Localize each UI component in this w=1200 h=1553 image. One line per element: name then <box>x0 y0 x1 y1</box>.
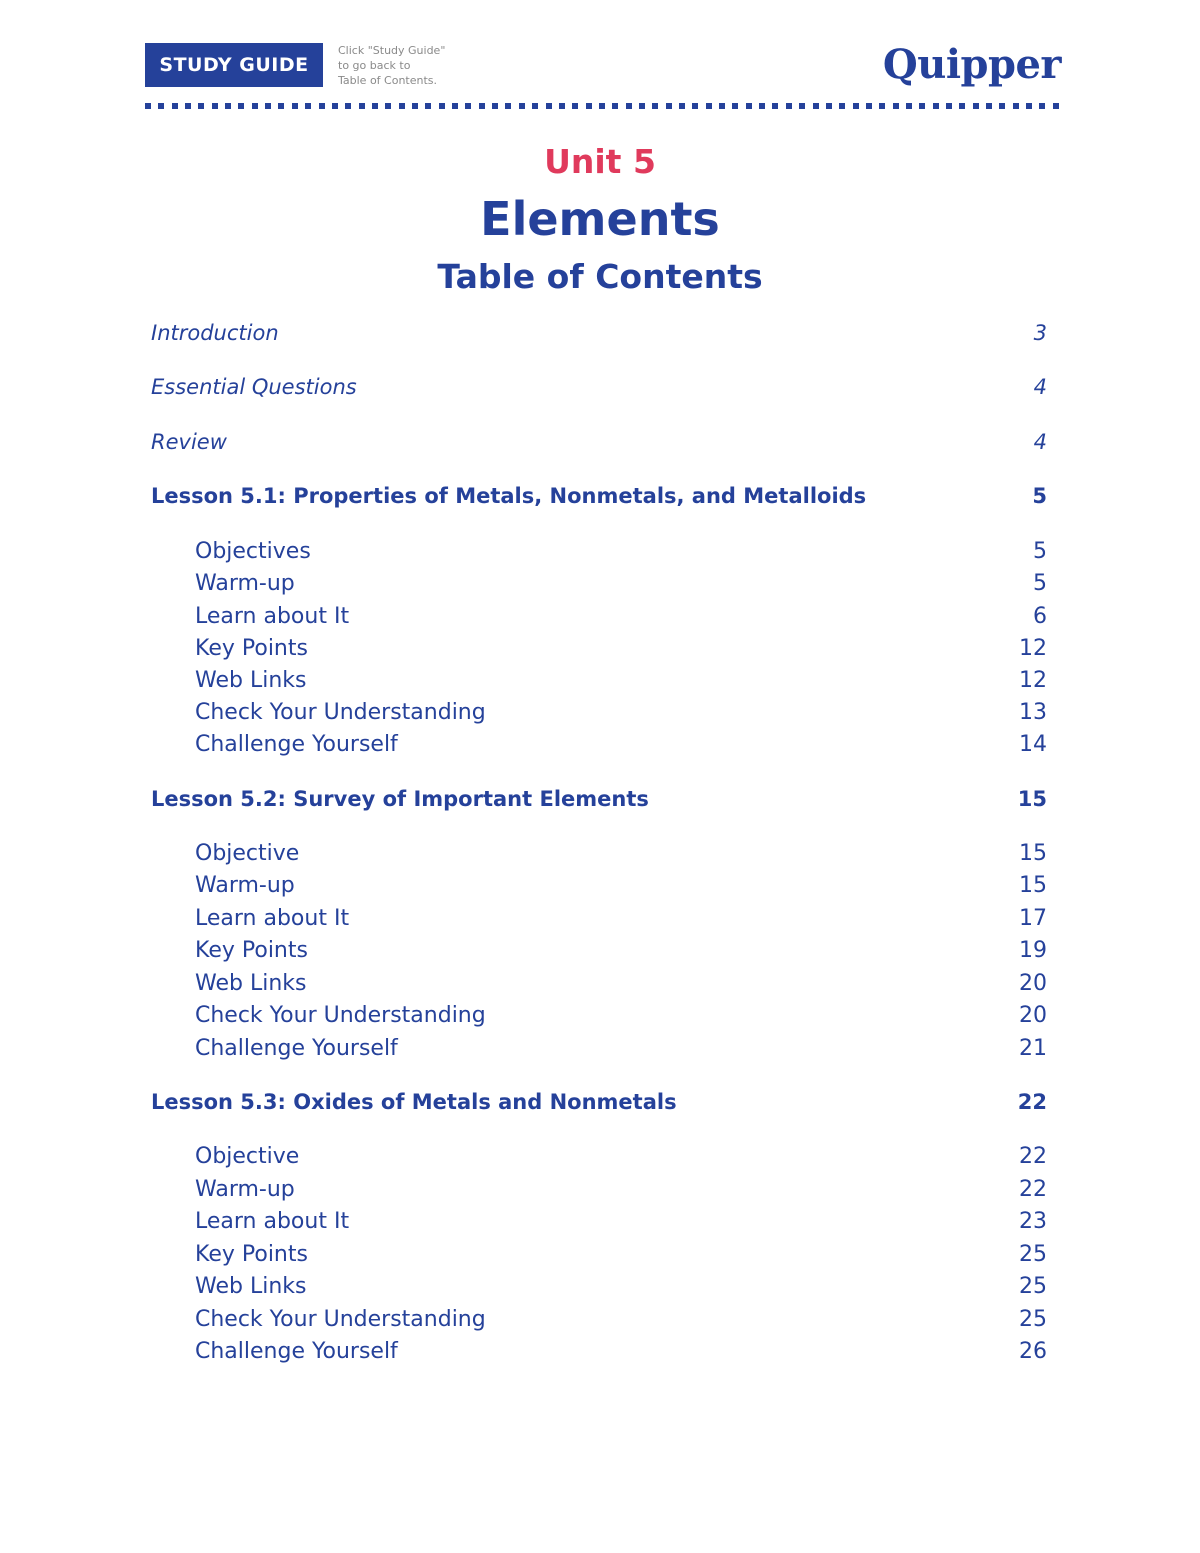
divider-dot <box>933 103 939 109</box>
toc-page-number: 12 <box>1019 635 1047 661</box>
unit-label: Unit 5 <box>544 142 656 181</box>
divider-dot <box>999 103 1005 109</box>
toc-page-number: 13 <box>1019 699 1047 725</box>
toc-item-label: Web Links <box>195 1273 307 1299</box>
toc-item-label: Objective <box>195 840 300 866</box>
toc-introduction[interactable] <box>151 318 1047 348</box>
divider-dot <box>1013 103 1019 109</box>
divider-dot <box>599 103 605 109</box>
divider-dot <box>986 103 992 109</box>
divider-dot <box>185 103 191 109</box>
toc-item[interactable] <box>151 1239 1047 1269</box>
toc-lesson-label: Lesson 5.2: Survey of Important Elements <box>151 787 649 811</box>
divider-dot <box>265 103 271 109</box>
divider-dot <box>639 103 645 109</box>
divider-dot <box>759 103 765 109</box>
divider-dot <box>439 103 445 109</box>
divider-dot <box>278 103 284 109</box>
divider-dot <box>813 103 819 109</box>
divider-dot <box>572 103 578 109</box>
toc-item[interactable] <box>151 1000 1047 1030</box>
divider-dot <box>559 103 565 109</box>
quipper-logo: Quipper <box>882 41 1061 88</box>
divider-dot <box>519 103 525 109</box>
divider-dot <box>158 103 164 109</box>
divider-dot <box>425 103 431 109</box>
toc-lesson-5-3[interactable] <box>151 1087 1047 1117</box>
toc-item[interactable] <box>151 1304 1047 1334</box>
toc-item-label: Key Points <box>195 937 308 963</box>
toc-lesson-5-2[interactable] <box>151 784 1047 814</box>
toc-item-label: Objective <box>195 1143 300 1169</box>
toc-page-number: 25 <box>1019 1306 1047 1332</box>
divider-dot <box>372 103 378 109</box>
toc-lesson-label: Lesson 5.1: Properties of Metals, Nonmetals, and Metalloids <box>151 484 867 508</box>
toc-page-number: 25 <box>1019 1273 1047 1299</box>
divider-dot <box>412 103 418 109</box>
divider-dot <box>238 103 244 109</box>
divider-dot <box>465 103 471 109</box>
toc-item-label: Web Links <box>195 970 307 996</box>
toc-page-number: 6 <box>1033 603 1047 629</box>
note-line: Click "Study Guide" <box>338 44 446 57</box>
toc-page-number: 5 <box>1033 570 1047 596</box>
page-title: Elements <box>480 192 720 246</box>
divider-dot <box>826 103 832 109</box>
divider-dot <box>586 103 592 109</box>
toc-item[interactable] <box>151 729 1047 759</box>
toc-item[interactable] <box>151 903 1047 933</box>
divider-dot <box>452 103 458 109</box>
toc-entry-label: Essential Questions <box>151 375 357 399</box>
divider-dot <box>145 103 151 109</box>
divider-dot <box>505 103 511 109</box>
toc-item-label: Learn about It <box>195 603 350 629</box>
toc-item[interactable] <box>151 1174 1047 1204</box>
toc-page-number: 20 <box>1019 970 1047 996</box>
toc-page-number: 20 <box>1019 1002 1047 1028</box>
divider-dot <box>946 103 952 109</box>
toc-entry-label: Review <box>151 430 227 454</box>
divider-dot <box>385 103 391 109</box>
divider-dot <box>172 103 178 109</box>
toc-item[interactable] <box>151 1033 1047 1063</box>
toc-item[interactable] <box>151 1271 1047 1301</box>
toc-item[interactable] <box>151 1206 1047 1236</box>
toc-lesson-label: Lesson 5.3: Oxides of Metals and Nonmetals <box>151 1090 677 1114</box>
divider-dot <box>893 103 899 109</box>
divider-dot <box>252 103 258 109</box>
divider-dot <box>853 103 859 109</box>
toc-heading: Table of Contents <box>437 257 763 296</box>
toc-item-label: Warm-up <box>195 872 295 898</box>
divider-dot <box>305 103 311 109</box>
divider-dot <box>786 103 792 109</box>
study-guide-button[interactable]: STUDY GUIDE <box>145 43 323 87</box>
divider-dot <box>479 103 485 109</box>
divider-dot <box>492 103 498 109</box>
divider-dot <box>626 103 632 109</box>
divider-dot <box>1039 103 1045 109</box>
divider-dot <box>692 103 698 109</box>
toc-item-label: Challenge Yourself <box>195 1035 398 1061</box>
toc-page-number: 15 <box>1019 872 1047 898</box>
toc-item[interactable] <box>151 968 1047 998</box>
dotted-divider <box>145 103 1061 111</box>
toc-item[interactable] <box>151 935 1047 965</box>
study-guide-note <box>338 43 445 88</box>
toc-page-number: 5 <box>1032 484 1047 508</box>
divider-dot <box>612 103 618 109</box>
toc-page-number: 17 <box>1019 905 1047 931</box>
divider-dot <box>332 103 338 109</box>
divider-dot <box>532 103 538 109</box>
divider-dot <box>198 103 204 109</box>
toc-page-number: 21 <box>1019 1035 1047 1061</box>
divider-dot <box>799 103 805 109</box>
divider-dot <box>732 103 738 109</box>
toc-page-number: 19 <box>1019 937 1047 963</box>
toc-item-label: Check Your Understanding <box>195 1306 486 1332</box>
divider-dot <box>879 103 885 109</box>
toc-item[interactable] <box>151 665 1047 695</box>
divider-dot <box>666 103 672 109</box>
note-line: Table of Contents. <box>338 74 438 87</box>
divider-dot <box>772 103 778 109</box>
toc-item-label: Challenge Yourself <box>195 1338 398 1364</box>
toc-page-number: 14 <box>1019 731 1047 757</box>
divider-dot <box>679 103 685 109</box>
toc-item-label: Learn about It <box>195 905 350 931</box>
toc-item[interactable] <box>151 568 1047 598</box>
toc-page-number: 25 <box>1019 1241 1047 1267</box>
divider-dot <box>546 103 552 109</box>
divider-dot <box>746 103 752 109</box>
divider-dot <box>359 103 365 109</box>
toc-item-label: Key Points <box>195 1241 308 1267</box>
divider-dot <box>399 103 405 109</box>
toc-item-label: Warm-up <box>195 1176 295 1202</box>
toc-item-label: Check Your Understanding <box>195 1002 486 1028</box>
divider-dot <box>706 103 712 109</box>
toc-item-label: Warm-up <box>195 570 295 596</box>
toc-lesson-5-1[interactable] <box>151 481 1047 511</box>
toc-page-number: 15 <box>1017 787 1047 811</box>
toc-item[interactable] <box>151 870 1047 900</box>
toc-entry-label: Introduction <box>151 321 279 345</box>
toc-page-number: 4 <box>1033 375 1047 399</box>
divider-dot <box>719 103 725 109</box>
toc-page-number: 22 <box>1019 1176 1047 1202</box>
toc-item[interactable] <box>151 633 1047 663</box>
divider-dot <box>652 103 658 109</box>
toc-item[interactable] <box>151 838 1047 868</box>
toc-item-label: Web Links <box>195 667 307 693</box>
toc-item-label: Learn about It <box>195 1208 350 1234</box>
divider-dot <box>212 103 218 109</box>
toc-review[interactable] <box>151 427 1047 457</box>
toc-item[interactable] <box>151 536 1047 566</box>
divider-dot <box>1026 103 1032 109</box>
toc-page-number: 22 <box>1017 1090 1047 1114</box>
divider-dot <box>319 103 325 109</box>
divider-dot <box>959 103 965 109</box>
toc-page-number: 23 <box>1019 1208 1047 1234</box>
toc-item[interactable] <box>151 1336 1047 1366</box>
toc-item[interactable] <box>151 601 1047 631</box>
toc-page-number: 3 <box>1033 321 1047 345</box>
toc-item[interactable] <box>151 1141 1047 1171</box>
toc-page-number: 26 <box>1019 1338 1047 1364</box>
divider-dot <box>225 103 231 109</box>
toc-item[interactable] <box>151 697 1047 727</box>
toc-page-number: 22 <box>1019 1143 1047 1169</box>
toc-item-label: Check Your Understanding <box>195 699 486 725</box>
note-line: to go back to <box>338 59 411 72</box>
toc-item-label: Challenge Yourself <box>195 731 398 757</box>
divider-dot <box>973 103 979 109</box>
toc-item-label: Objectives <box>195 538 311 564</box>
toc-page-number: 12 <box>1019 667 1047 693</box>
toc-page-number: 4 <box>1033 430 1047 454</box>
divider-dot <box>345 103 351 109</box>
toc-item-label: Key Points <box>195 635 308 661</box>
divider-dot <box>866 103 872 109</box>
divider-dot <box>839 103 845 109</box>
divider-dot <box>919 103 925 109</box>
divider-dot <box>906 103 912 109</box>
page-header <box>145 43 1061 93</box>
toc-page-number: 5 <box>1033 538 1047 564</box>
toc-essential-questions[interactable] <box>151 372 1047 402</box>
toc-page-number: 15 <box>1019 840 1047 866</box>
divider-dot <box>1053 103 1059 109</box>
divider-dot <box>292 103 298 109</box>
